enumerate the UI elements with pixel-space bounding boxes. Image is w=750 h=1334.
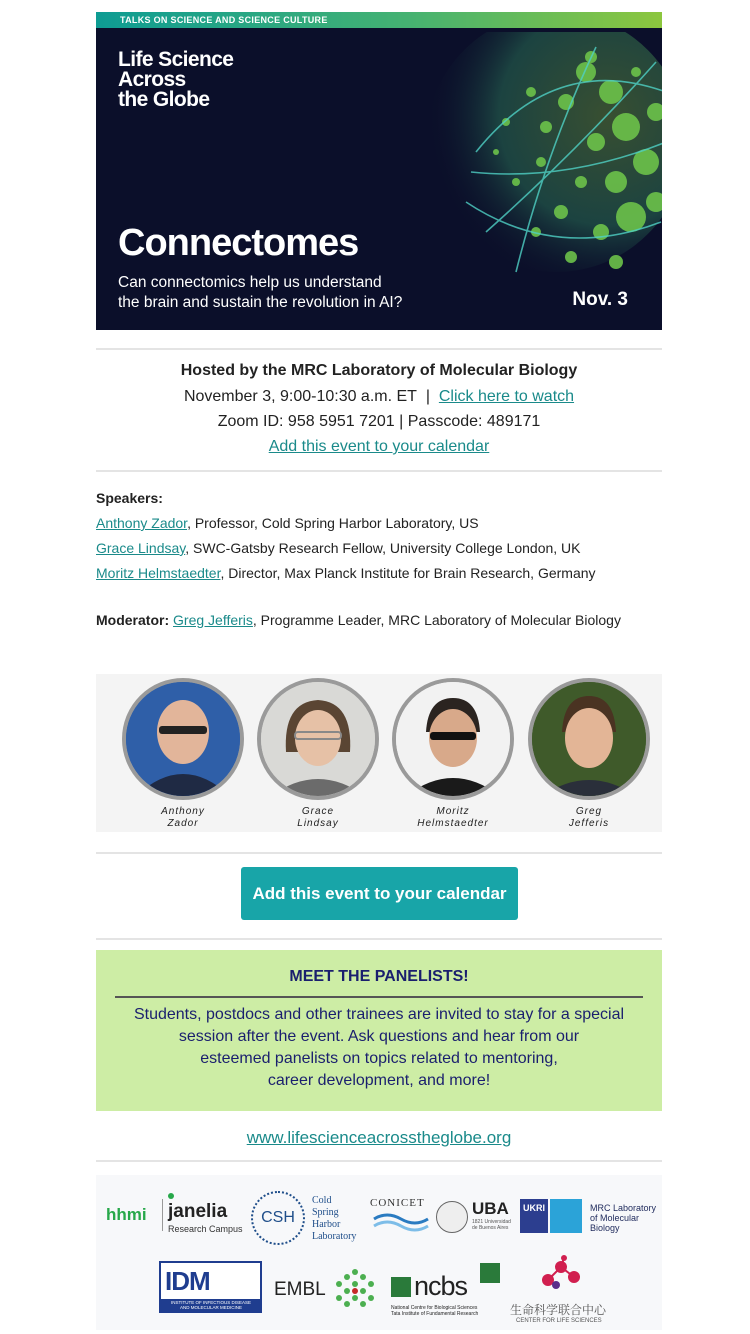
speaker-photo [528, 678, 650, 800]
speaker-photo [257, 678, 379, 800]
website-link[interactable]: www.lifescienceacrosstheglobe.org [246, 1128, 512, 1147]
divider [96, 1160, 662, 1162]
uba-subtitle [472, 1219, 511, 1231]
speaker-link[interactable]: Anthony Zador [96, 515, 188, 531]
divider [96, 938, 662, 940]
event-title: Connectomes [118, 222, 359, 264]
uba-sub-line: de Buenos Aires [472, 1225, 509, 1231]
series-line-3: the Globe [118, 88, 210, 111]
idm-subtitle [163, 1300, 259, 1310]
mrc-name [590, 1203, 656, 1233]
banner-tagline: TALKS ON SCIENCE AND SCIENCE CULTURE [120, 15, 328, 25]
speaker-item [96, 561, 662, 586]
speakers-list [96, 486, 662, 586]
ncbs-square-icon [391, 1277, 411, 1297]
speaker-photo-card [528, 678, 650, 830]
network-globe-illustration [356, 32, 662, 292]
speaker-photo-card [122, 678, 244, 830]
speaker-caption [257, 806, 379, 830]
idm-sub-line: AND MOLECULAR MEDICINE [179, 1305, 242, 1310]
moderator-line [96, 608, 662, 633]
cls-name-cn[interactable]: 生命科学联合中心 [510, 1303, 607, 1317]
mrc-mark-icon [550, 1199, 582, 1233]
csh-name [312, 1195, 356, 1243]
speaker-link[interactable]: Grace Lindsay [96, 540, 186, 556]
caption-first: Anthony [161, 806, 205, 817]
molecule-icon [536, 1255, 586, 1295]
panelists-line: esteemed panelists on topics related to mentoring, [200, 1050, 558, 1067]
uba-logo[interactable]: UBA [472, 1199, 509, 1218]
add-calendar-link[interactable]: Add this event to your calendar [268, 438, 490, 455]
series-logo [118, 50, 233, 110]
embl-dots-icon [334, 1267, 376, 1309]
hhmi-logo[interactable]: hhmi [106, 1205, 147, 1224]
event-banner[interactable] [96, 12, 662, 330]
ncbs-sub-line: National Centre for Biological Sciences [391, 1305, 478, 1311]
idm-text: IDM [165, 1266, 210, 1296]
idm-logo[interactable] [159, 1261, 262, 1313]
speaker-item [96, 536, 662, 561]
speaker-link[interactable]: Moritz Helmstaedter [96, 565, 221, 581]
panelists-line: session after the event. Ask questions and hear from our [178, 1028, 580, 1045]
add-calendar-button[interactable]: Add this event to your calendar [241, 867, 518, 920]
divider [96, 348, 662, 350]
caption-first: Moritz [436, 806, 470, 817]
banner-tagline-band [96, 12, 662, 28]
logo-divider [162, 1199, 163, 1231]
caption-last: Lindsay [297, 818, 339, 829]
series-line-2: Across [118, 68, 186, 91]
moderator-role: , Programme Leader, MRC Laboratory of Molecular Biology [252, 612, 621, 628]
csh-line: Harbor [312, 1219, 341, 1230]
ncbs-mark-icon [480, 1263, 500, 1283]
panelists-box [96, 950, 662, 1111]
csh-line: Laboratory [312, 1231, 357, 1242]
watch-link[interactable]: Click here to watch [438, 388, 575, 405]
speaker-role: , Director, Max Planck Institute for Brain Research, Germany [220, 565, 596, 581]
host-info [96, 362, 662, 458]
portrait-icon [261, 682, 375, 796]
speaker-caption [392, 806, 514, 830]
conicet-wave-icon [372, 1211, 430, 1233]
event-subtitle-line-2: the brain and sustain the revolution in AI? [118, 294, 403, 311]
uba-seal-icon [436, 1201, 468, 1233]
leaf-icon [168, 1193, 174, 1199]
embl-logo[interactable]: EMBL [274, 1279, 326, 1300]
moderator-label: Moderator: [96, 612, 170, 628]
csh-line: Spring [312, 1207, 339, 1218]
divider [96, 470, 662, 472]
speaker-photos [96, 674, 662, 832]
speaker-item [96, 511, 662, 536]
mrc-line: MRC Laboratory [590, 1203, 657, 1213]
series-line-1: Life Science [118, 48, 234, 71]
panelists-rule [115, 996, 643, 998]
speaker-caption [528, 806, 650, 830]
speaker-caption [122, 806, 244, 830]
ncbs-subtitle [391, 1305, 478, 1317]
event-date: Nov. 3 [572, 289, 628, 310]
csh-logo[interactable]: CSH [251, 1191, 305, 1245]
panelists-line: Students, postdocs and other trainees are invited to stay for a special [133, 1006, 625, 1023]
janelia-logo[interactable]: janelia [168, 1201, 228, 1222]
speaker-photo [392, 678, 514, 800]
event-subtitle [118, 273, 402, 313]
event-time: November 3, 9:00-10:30 a.m. ET [183, 388, 417, 405]
caption-last: Zador [167, 818, 199, 829]
ncbs-logo[interactable]: ncbs [414, 1271, 468, 1301]
panelists-heading: MEET THE PANELISTS! [289, 968, 469, 985]
partner-logos [96, 1175, 662, 1330]
idm-sub-line: INSTITUTE OF INFECTIOUS DISEASE [170, 1300, 251, 1305]
event-subtitle-line-1: Can connectomics help us understand [118, 274, 382, 291]
host-heading: Hosted by the MRC Laboratory of Molecular Biology [180, 362, 578, 379]
caption-last: Jefferis [568, 818, 610, 829]
uba-sub-line: 1821 Universidad [472, 1219, 511, 1225]
janelia-subtitle: Research Campus [168, 1224, 243, 1234]
time-separator: | [425, 388, 430, 405]
speaker-photo [122, 678, 244, 800]
ncbs-sub-line: Tata Institute of Fundamental Research [391, 1311, 479, 1317]
mrc-line: of Molecular [590, 1213, 640, 1223]
caption-last: Helmstaedter [417, 818, 489, 829]
panelists-body [116, 1004, 642, 1092]
divider [96, 852, 662, 854]
speaker-photo-card [392, 678, 514, 830]
csh-line: Cold [312, 1195, 332, 1206]
caption-first: Grace [301, 806, 335, 817]
speakers-heading: Speakers: [96, 490, 163, 506]
portrait-icon [532, 682, 646, 796]
speaker-role: , Professor, Cold Spring Harbor Laboratory, US [187, 515, 479, 531]
portrait-icon [396, 682, 510, 796]
zoom-details: Zoom ID: 958 5951 7201 | Passcode: 489171 [217, 413, 541, 430]
conicet-logo[interactable]: CONICET [370, 1197, 425, 1209]
ukri-logo[interactable]: UKRI [520, 1199, 548, 1233]
cls-name-en: CENTER FOR LIFE SCIENCES [516, 1318, 602, 1324]
portrait-icon [126, 682, 240, 796]
mrc-line: Biology [590, 1223, 620, 1233]
speaker-photo-card [257, 678, 379, 830]
caption-first: Greg [575, 806, 603, 817]
panelists-line: career development, and more! [267, 1072, 491, 1089]
speaker-role: , SWC-Gatsby Research Fellow, University College London, UK [185, 540, 581, 556]
event-time-line [96, 388, 662, 408]
moderator-link[interactable]: Greg Jefferis [173, 612, 253, 628]
